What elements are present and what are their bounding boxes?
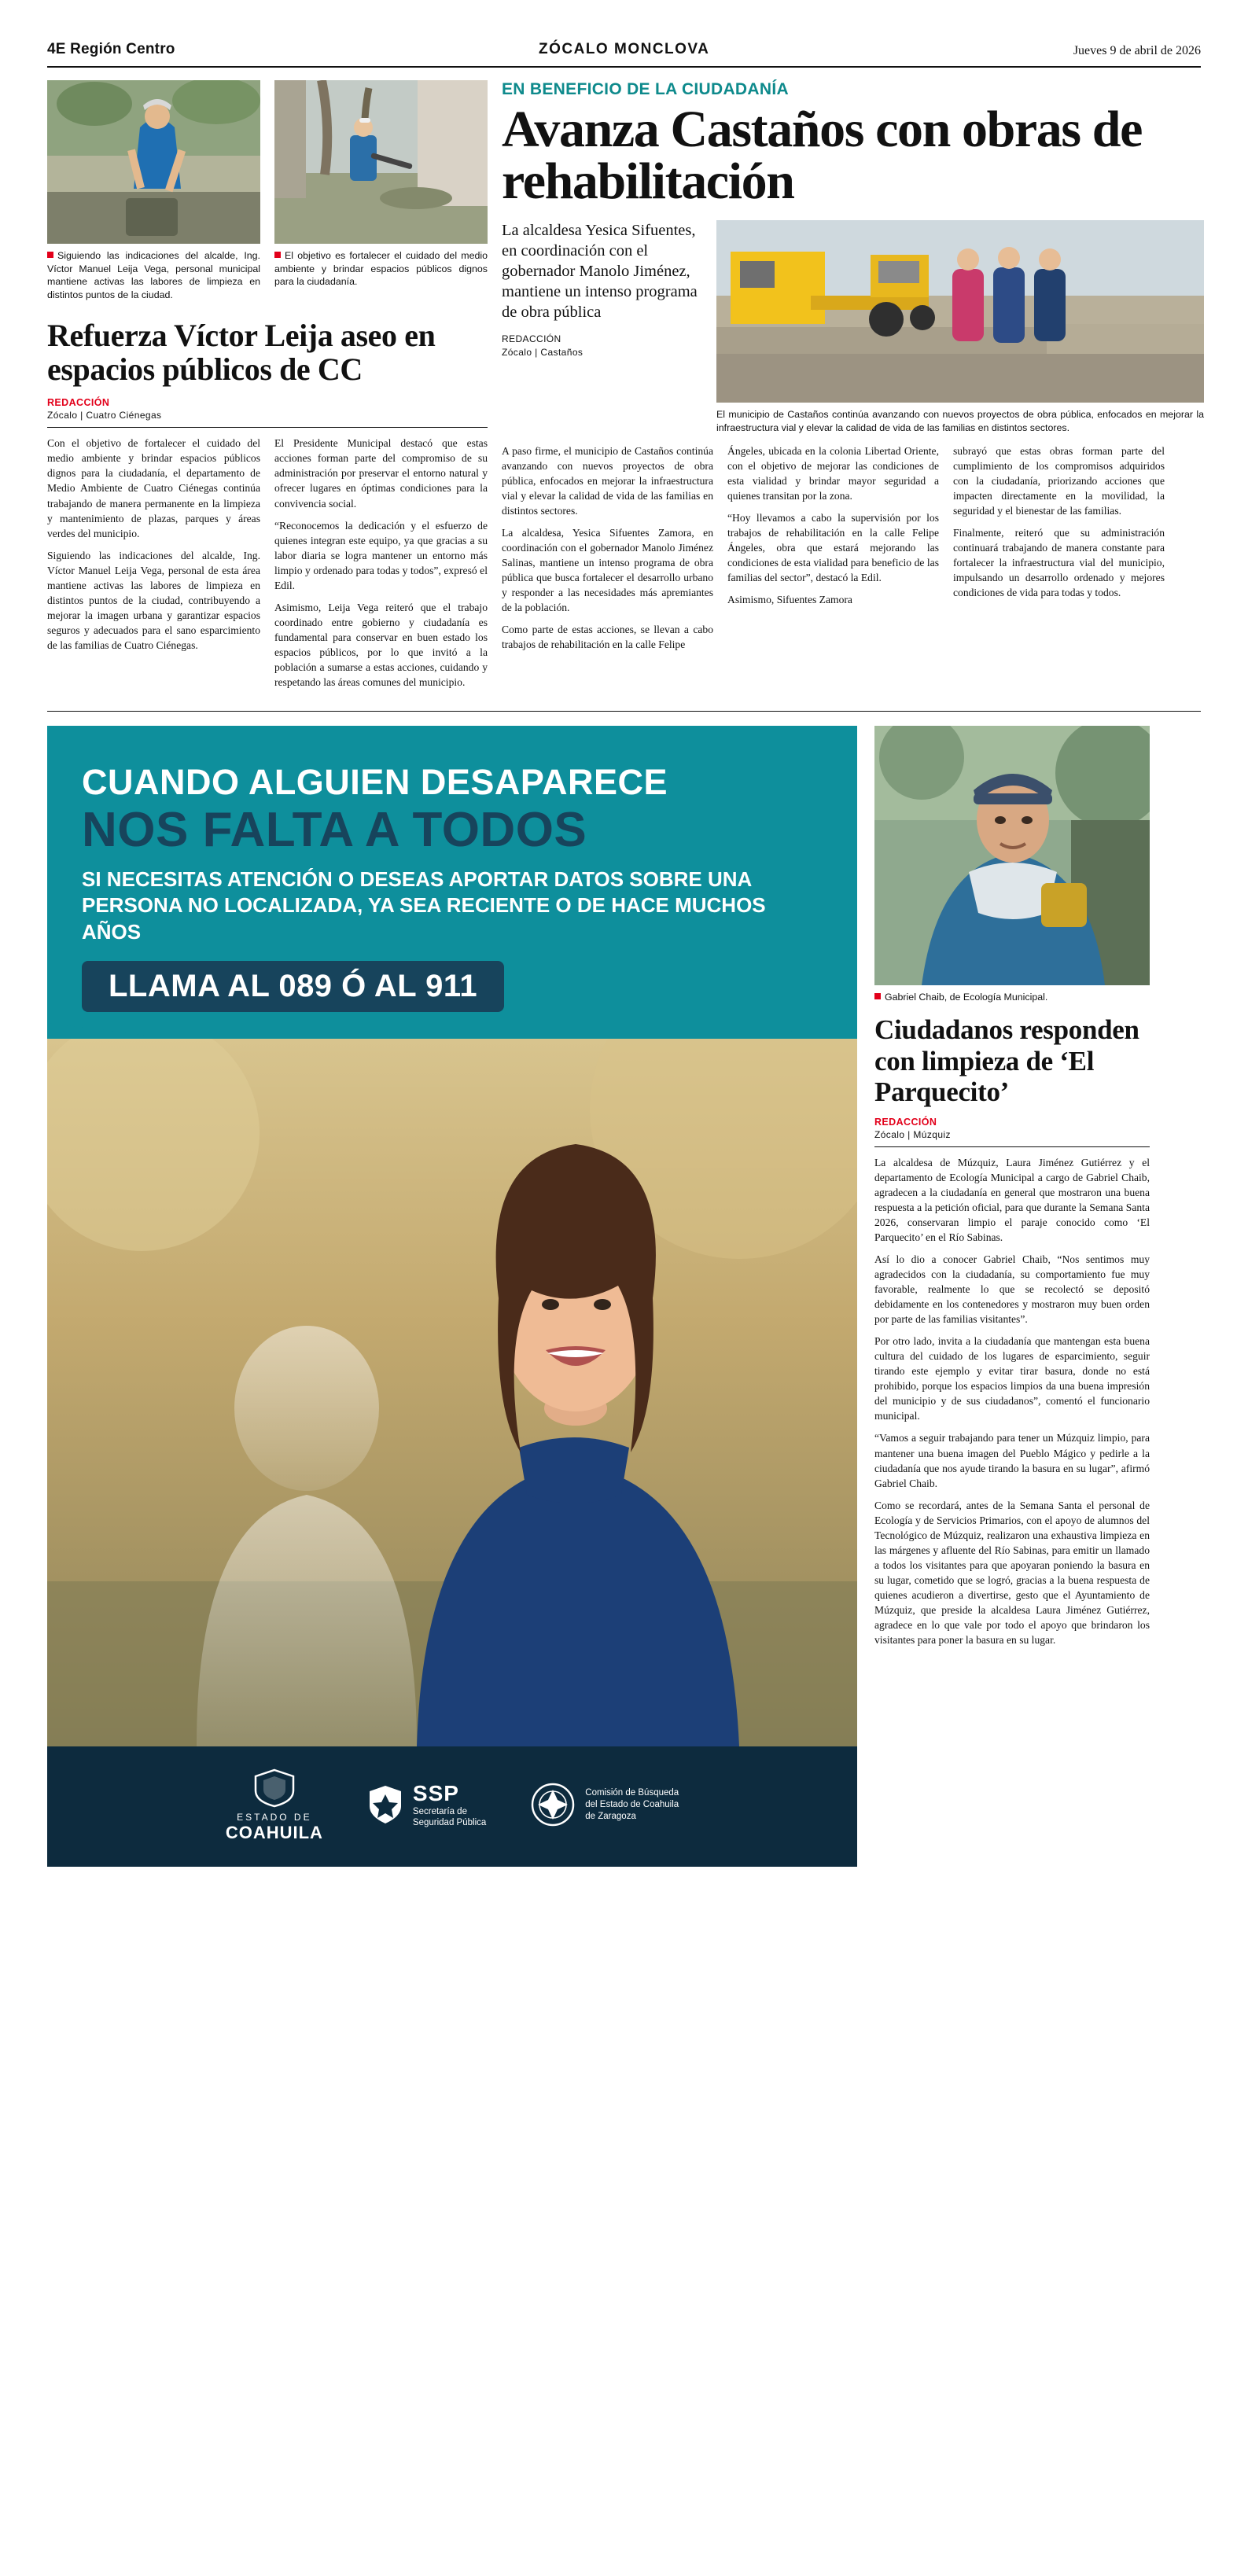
- coahuila-top-label: ESTADO DE: [237, 1811, 312, 1823]
- main-story-byline: [502, 333, 702, 359]
- right-story-headline: Ciudadanos responden con limpieza de ‘El Parquecito’: [874, 1014, 1139, 1107]
- photo-gabriel-chaib: [874, 726, 1150, 985]
- paragraph: “Hoy llevamos a cabo la supervisión por los trabajos de rehabilitación en la calle Felipe Ángeles, obra que estará mejorando las condiciones de esta vialidad para beneficio de las familias del sector”, destacó la Edil.: [727, 512, 939, 584]
- public-service-ad: [47, 726, 857, 1867]
- paragraph: Con el objetivo de fortalecer el cuidado del medio ambiente y brindar espacios públicos dignos para la ciudadanía, el departamento de Medio Ambiente de Cuatro Ciénegas continúa trabajando de manera permanente en la limpieza y mantenimiento de plazas, parques y áreas verdes del municipio.: [47, 437, 260, 539]
- paragraph: Por otro lado, invita a la ciudadanía que mantengan esta buena cultura del cuidado de los lugares de esparcimiento, seguir tirando este ejemplo y evitar tirar basura, donde no está prohibido, porque los espacios limpios da una buena impresión del municipio y de sus ciudadanos”, comentó el funcionario municipal.: [874, 1335, 1150, 1422]
- coahuila-shield-icon: [249, 1767, 300, 1808]
- main-story-photo-cell: [716, 220, 1204, 434]
- main-story-top: [502, 220, 1204, 434]
- left-story-col-2: [274, 436, 488, 697]
- main-story-col-3: [953, 443, 1165, 659]
- coahuila-bottom-label: COAHUILA: [225, 1822, 323, 1842]
- left-photo-pair: [47, 80, 488, 301]
- right-story: [874, 726, 1150, 1867]
- caption-marker-icon: [874, 993, 881, 999]
- lower-section: [47, 726, 1201, 1867]
- paragraph: “Vamos a seguir trabajando para tener un Múzquiz limpio, para mantener una buena imagen del Pueblo Mágico y pedirle a la ciudadanía que nos ayude tirando la basura en su lugar”, afirmó Gabriel Chaib.: [874, 1432, 1150, 1489]
- ad-logo-bar: [47, 1746, 857, 1867]
- byline-source: Zócalo | Castaños: [502, 347, 584, 359]
- ssp-shield-icon: [367, 1784, 403, 1825]
- caption-marker-icon: [274, 252, 281, 258]
- masthead-date: Jueves 9 de abril de 2026: [1073, 44, 1201, 57]
- top-section: [47, 80, 1204, 697]
- caption-text: Siguiendo las indicaciones del alcalde, Ing. Víctor Manuel Leija Vega, personal municipal mantiene activas las labores de limpieza en distintos puntos de la ciudad.: [47, 250, 260, 300]
- right-story-byline: [874, 1117, 1150, 1140]
- caption-text: El municipio de Castaños continúa avanzando con nuevos proyectos de obra pública, enfocados en mejorar la infraestructura vial y elevar la calidad de vida de las familias en distintos sectores.: [716, 409, 1204, 433]
- byline-label: REDACCIÓN: [47, 397, 110, 409]
- left-photo-1-cell: [47, 80, 260, 301]
- byline-source: Zócalo | Múzquiz: [874, 1128, 951, 1140]
- paragraph: La alcaldesa de Múzquiz, Laura Jiménez Gutiérrez y el departamento de Ecología Municipal a cargo de Gabriel Chaib, agradecen a la ciudadanía en general que mostraron una buena respuesta a la petición oficial, para que durante la Semana Santa 2026, conservaran limpio el paraje conocido como ‘El Parquecito’ en el Río Sabinas.: [874, 1156, 1150, 1244]
- left-photo-2-cell: [274, 80, 488, 301]
- right-story-rule: [874, 1146, 1150, 1147]
- main-story-headline: Avanza Castaños con obras de rehabilitación: [502, 101, 1142, 210]
- ad-photo-woman-and-child: [47, 1039, 857, 1746]
- left-photo-1-caption: [47, 249, 260, 301]
- main-story-columns: [502, 443, 1204, 659]
- section-divider: [47, 711, 1201, 712]
- logo-ssp: [367, 1781, 486, 1829]
- paragraph: Asimismo, Leija Vega reiteró que el trabajo coordinado entre gobierno y ciudadanía es fundamental para conservar en buen estado los espacios públicos, por lo que invitó a la población a sumarse a estas acciones, cuidando y respetando las áreas comunes del municipio.: [274, 601, 488, 688]
- paragraph: Como parte de estas acciones, se llevan a cabo trabajos de rehabilitación en la calle Felipe: [502, 624, 713, 651]
- paragraph: Asimismo, Sifuentes Zamora: [727, 594, 852, 606]
- right-story-photo-caption: [874, 991, 1150, 1004]
- logo-comision-de-busqueda: [530, 1782, 679, 1827]
- main-story-photo-caption: [716, 408, 1204, 434]
- main-story-kicker: EN BENEFICIO DE LA CIUDADANÍA: [502, 80, 789, 98]
- ad-line-3: SI NECESITAS ATENCIÓN O DESEAS APORTAR DATOS SOBRE UNA PERSONA NO LOCALIZADA, YA SEA RECIENTE O DE HACE MUCHOS AÑOS: [82, 867, 766, 944]
- left-story-byline: [47, 397, 488, 421]
- left-story-columns: [47, 436, 488, 697]
- main-story-col-2: [727, 443, 939, 659]
- paragraph: “Reconocemos la dedicación y el esfuerzo de quienes integran este equipo, ya que gracias a su labor diaria se logra mantener un entorno más limpio y ordenado para todas y todos”, expresó el Edil.: [274, 519, 488, 591]
- main-story: [502, 80, 1204, 697]
- ssp-line-1: Secretaría de: [412, 1806, 467, 1816]
- standfirst-text: La alcaldesa Yesica Sifuentes, en coordinación con el gobernador Manolo Jiménez, mantiene un intenso programa de obra pública: [502, 222, 698, 322]
- photo-street-works-machinery: [716, 220, 1204, 403]
- paragraph: Así lo dio a conocer Gabriel Chaib, “Nos sentimos muy agradecidos con la ciudadanía, su comportamiento fue muy favorable, realmente lo que se recolectó se depositó debidamente en los contenedores y mostraron muy buen orden por parte de las familias visitantes”.: [874, 1253, 1150, 1326]
- ssp-abbr: SSP: [412, 1780, 459, 1805]
- caption-text: Gabriel Chaib, de Ecología Municipal.: [885, 991, 1048, 1003]
- logo-estado-de-coahuila: [226, 1767, 323, 1843]
- byline-label: REDACCIÓN: [502, 333, 561, 345]
- ad-line-2: NOS FALTA A TODOS: [82, 802, 587, 857]
- busqueda-compass-icon: [530, 1782, 576, 1827]
- paragraph: El Presidente Municipal destacó que estas acciones forman parte del compromiso de su administración por preservar el entorno natural y ofrecer lugares en óptimas condiciones para la convivencia social.: [274, 437, 488, 510]
- caption-marker-icon: [47, 252, 53, 258]
- left-photo-2-caption: [274, 249, 488, 289]
- ssp-line-2: Seguridad Pública: [412, 1818, 487, 1828]
- paragraph: subrayó que estas obras forman parte del cumplimiento de los compromisos adquiridos con la ciudadanía, priorizando acciones que impacten directamente en la movilidad, la seguridad y el bienestar de las familias.: [953, 445, 1165, 517]
- ad-header: [47, 726, 857, 1039]
- caption-text: El objetivo es fortalecer el cuidado del medio ambiente y brindar espacios públicos dignos para la ciudadanía.: [274, 250, 488, 287]
- paragraph: A paso firme, el municipio de Castaños continúa avanzando con nuevos proyectos de obra pública, enfocados en mejorar la infraestructura vial y elevar la calidad de vida de las familias en distintos sectores.: [502, 445, 713, 517]
- byline-source: Zócalo | Cuatro Ciénegas: [47, 410, 162, 421]
- ad-line-1: CUANDO ALGUIEN DESAPARECE: [82, 761, 668, 802]
- photo-worker-planting: [47, 80, 260, 244]
- byline-label: REDACCIÓN: [874, 1116, 937, 1128]
- paragraph: Siguiendo las indicaciones del alcalde, Ing. Víctor Manuel Leija Vega, personal de esta área mantiene activas las labores de limpieza en distintos puntos de la ciudad, contribuyendo a mejorar la imagen urbana y garantizar espacios seguros y adecuados para el sano esparcimiento de las familias de Cuatro Ciénegas.: [47, 549, 260, 651]
- right-story-body: [874, 1155, 1150, 1647]
- paragraph: La alcaldesa, Yesica Sifuentes Zamora, en coordinación con el gobernador Manolo Jiménez Salinas, mantiene un intenso programa de obra pública que busca fortalecer el desarrollo urbano y responder a las necesidades más apremiantes de la población.: [502, 527, 713, 614]
- photo-worker-trimming: [274, 80, 488, 244]
- main-story-col-1: [502, 443, 713, 659]
- left-story-headline: Refuerza Víctor Leija aseo en espacios públicos de CC: [47, 318, 436, 388]
- main-story-standfirst: [502, 220, 702, 434]
- paragraph: Finalmente, reiteró que su administración continuará trabajando de manera constante para fortalecer la infraestructura vial del municipio, impulsando un desarrollo ordenado y mejores condiciones de vida para todas y todos.: [953, 527, 1165, 599]
- busqueda-line-2: del Estado de Coahuila: [585, 1799, 679, 1809]
- paragraph: Ángeles, ubicada en la colonia Libertad Oriente, con el objetivo de mejorar las condiciones de esta vialidad y brindar mayor seguridad a quienes transitan por la zona.: [727, 445, 939, 502]
- busqueda-line-1: Comisión de Búsqueda: [585, 1787, 679, 1798]
- busqueda-line-3: de Zaragoza: [585, 1811, 636, 1821]
- masthead: [47, 0, 1201, 68]
- left-story-col-1: [47, 436, 260, 697]
- paragraph: Como se recordará, antes de la Semana Santa el personal de Ecología y de Servicios Primarios, con el apoyo de alumnos del Tecnológico de Múzquiz, realizaron una exhaustiva limpieza en las márgenes y afluente del Río Sabinas, para emitir un llamado a todos los visitantes para que apoyaran poniendo la basura en su lugar, cometido que se logró, gracias a la buena respuesta de quienes acudieron a divertirse, gesto que el Ayuntamiento de Múzquiz, que preside la alcaldesa Laura Jiménez Gutiérrez, agradece en lo que vale por todo el apoyo que brindaron los visitantes para poner la basura en su lugar.: [874, 1499, 1150, 1646]
- ad-phone-pill: LLAMA AL 089 Ó AL 911: [82, 961, 504, 1012]
- left-story: [47, 80, 488, 697]
- masthead-section: 4E Región Centro: [47, 41, 175, 57]
- masthead-paper-name: ZÓCALO MONCLOVA: [539, 41, 710, 57]
- left-story-rule: [47, 427, 488, 428]
